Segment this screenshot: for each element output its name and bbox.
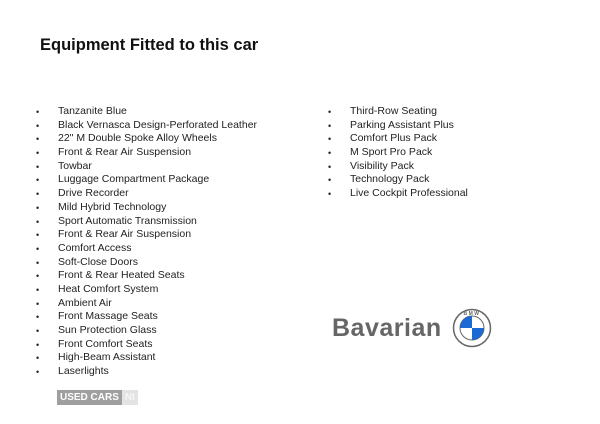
- equipment-item: • Parking Assistant Plus: [330, 119, 468, 133]
- equipment-item: • Comfort Access: [38, 242, 257, 256]
- equipment-item: • Technology Pack: [330, 173, 468, 187]
- equipment-item: • Black Vernasca Design-Perforated Leather: [38, 119, 257, 133]
- equipment-item: • Live Cockpit Professional: [330, 187, 468, 201]
- equipment-item: • Sport Automatic Transmission: [38, 215, 257, 229]
- watermark: [57, 390, 138, 405]
- watermark-used-cars: USED CARS: [57, 390, 122, 405]
- equipment-list-left: [38, 105, 257, 379]
- equipment-item: • Mild Hybrid Technology: [38, 201, 257, 215]
- bmw-logo-icon: [452, 308, 492, 348]
- watermark-ni: NI: [122, 390, 138, 405]
- equipment-item: • Luggage Compartment Package: [38, 173, 257, 187]
- equipment-item: • Front & Rear Air Suspension: [38, 228, 257, 242]
- equipment-item: • Towbar: [38, 160, 257, 174]
- equipment-item: • Front & Rear Air Suspension: [38, 146, 257, 160]
- equipment-item: • Third-Row Seating: [330, 105, 468, 119]
- equipment-item: • Laserlights: [38, 365, 257, 379]
- equipment-item: • Sun Protection Glass: [38, 324, 257, 338]
- dealer-logo: [332, 308, 492, 348]
- equipment-list-right: [330, 105, 468, 201]
- equipment-item: • Tanzanite Blue: [38, 105, 257, 119]
- equipment-item: • Soft-Close Doors: [38, 256, 257, 270]
- equipment-item: • Visibility Pack: [330, 160, 468, 174]
- equipment-item: • Front Massage Seats: [38, 310, 257, 324]
- equipment-item: • M Sport Pro Pack: [330, 146, 468, 160]
- equipment-item: • Comfort Plus Pack: [330, 132, 468, 146]
- equipment-item: • Heat Comfort System: [38, 283, 257, 297]
- equipment-item: • Ambient Air: [38, 297, 257, 311]
- equipment-item: • Drive Recorder: [38, 187, 257, 201]
- page-title: Equipment Fitted to this car: [40, 36, 259, 54]
- equipment-item: • 22" M Double Spoke Alloy Wheels: [38, 132, 257, 146]
- equipment-item: • Front & Rear Heated Seats: [38, 269, 257, 283]
- equipment-item: • High-Beam Assistant: [38, 351, 257, 365]
- brand-text: BMW: [463, 311, 481, 317]
- equipment-item: • Front Comfort Seats: [38, 338, 257, 352]
- dealer-name: Bavarian: [332, 313, 442, 342]
